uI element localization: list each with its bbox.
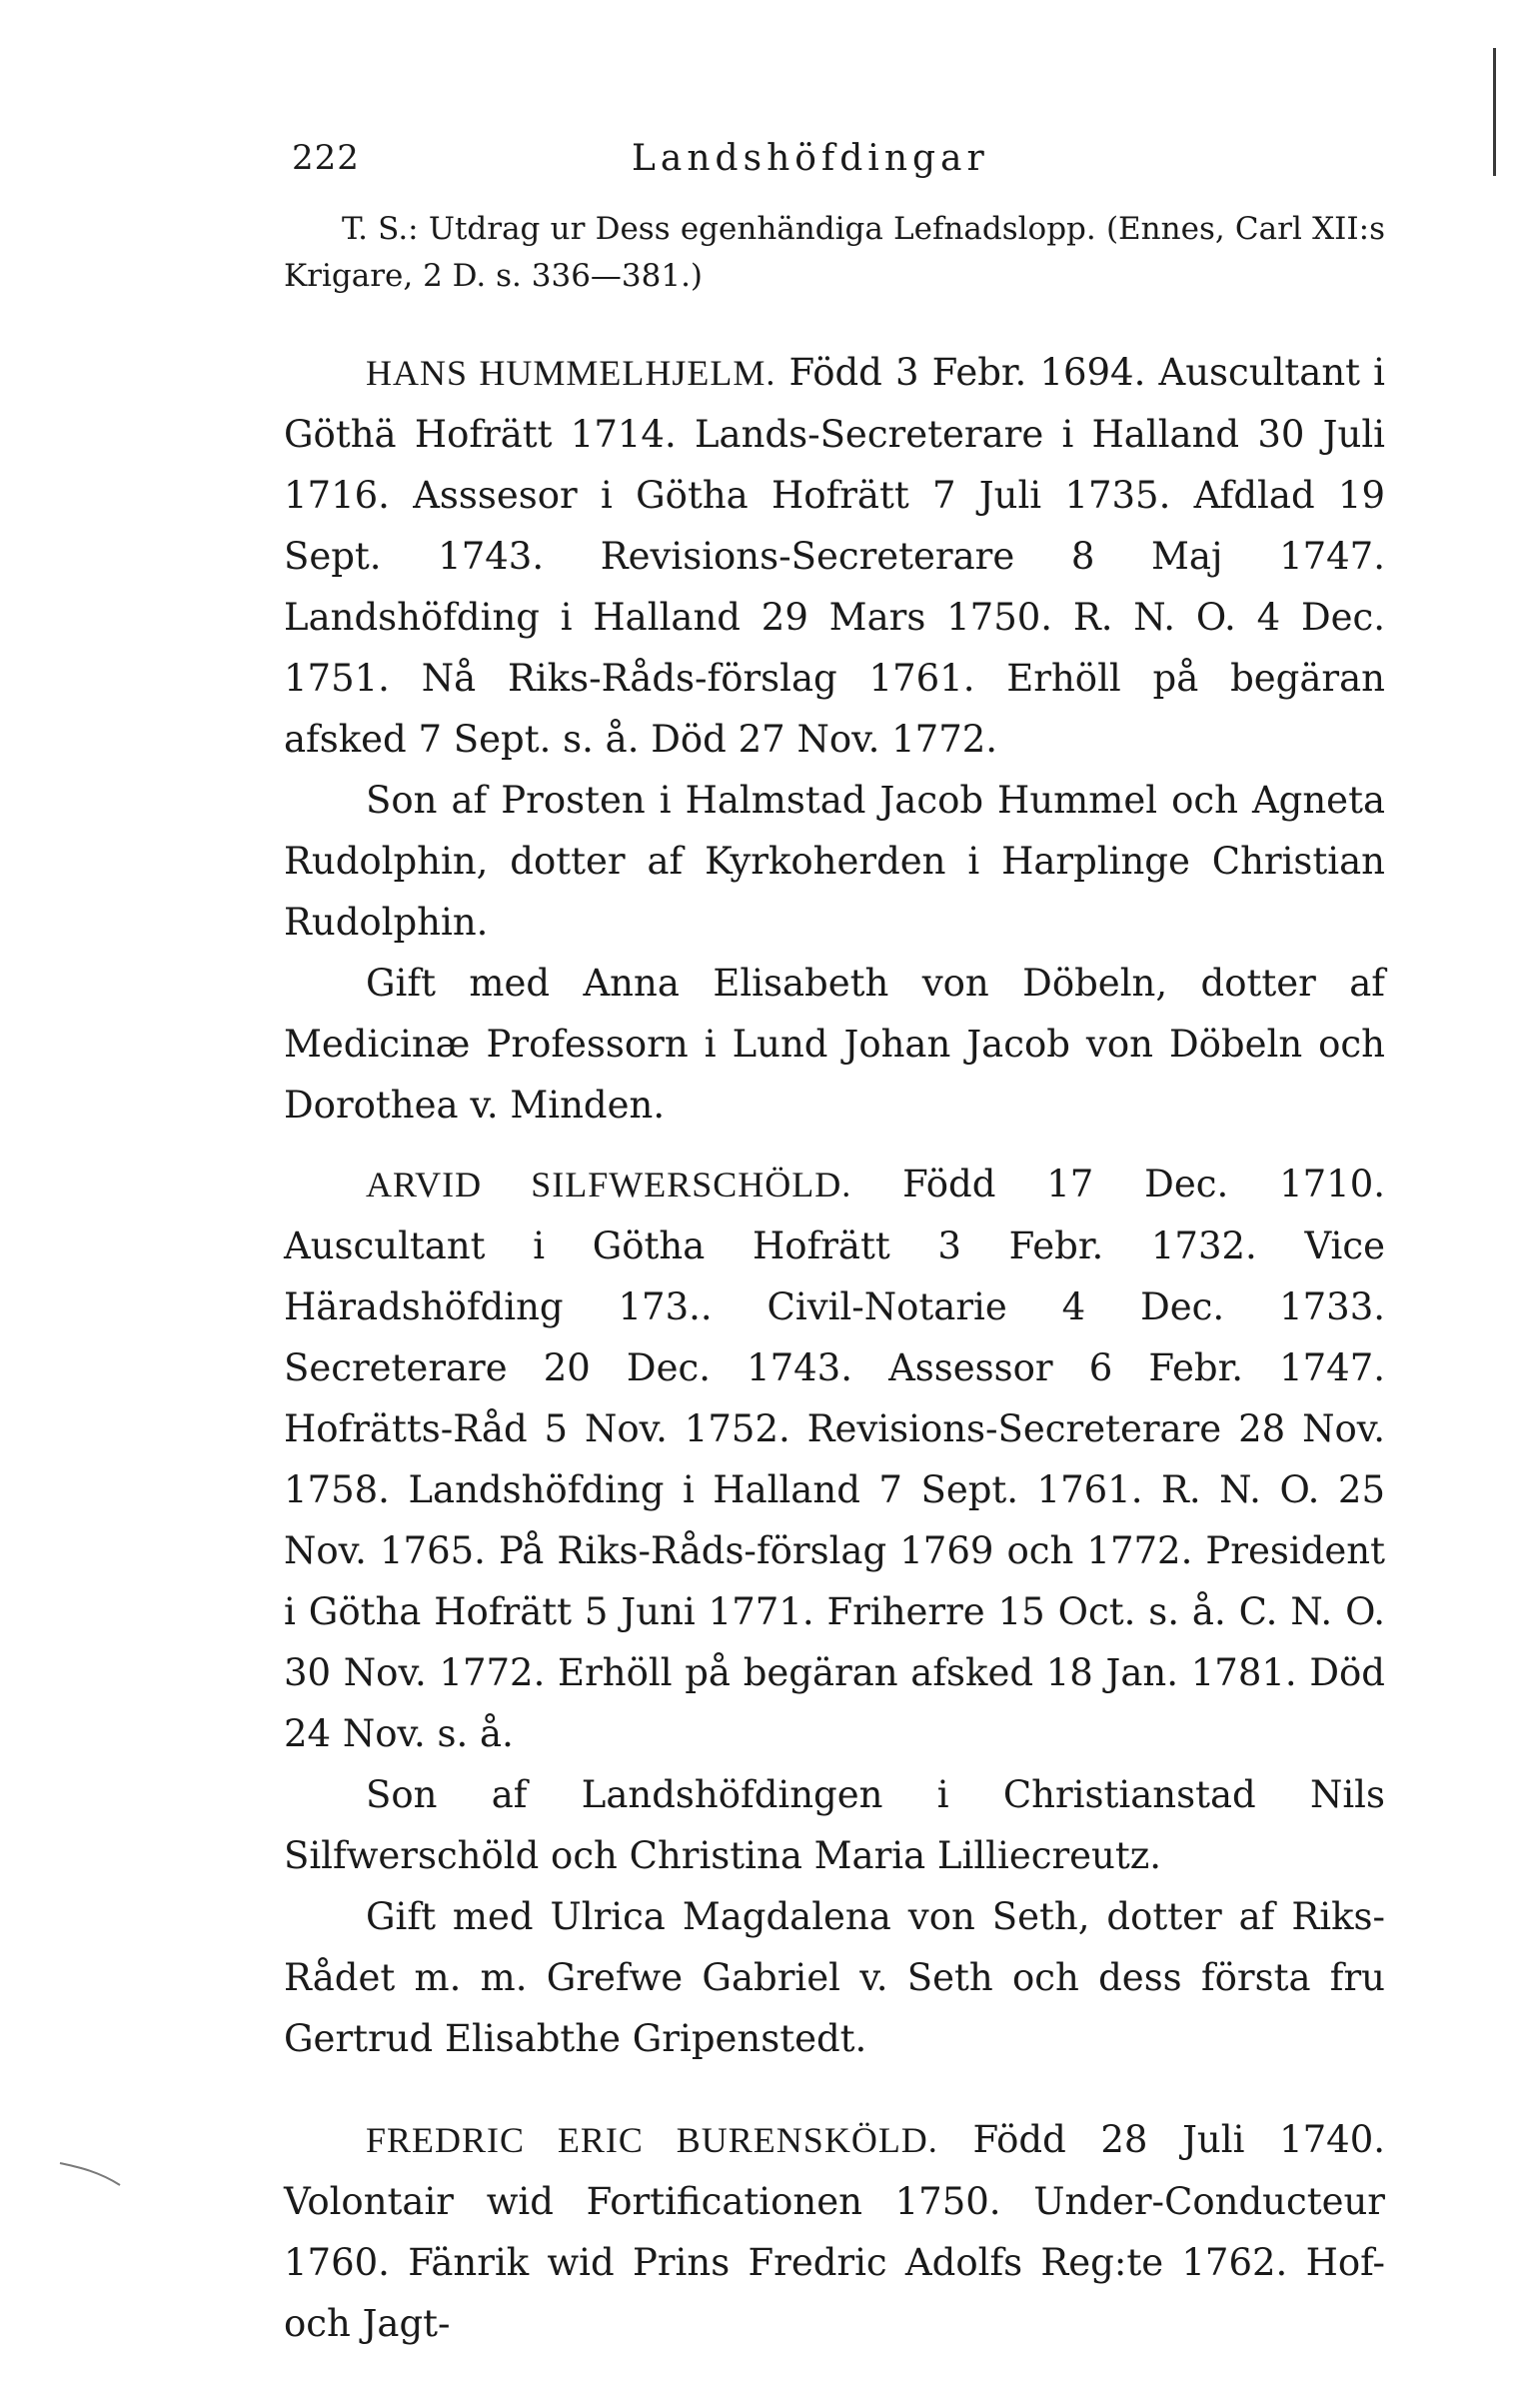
source-reference: T. S.: Utdrag ur Dess egenhändiga Lefnadslopp. (Ennes, Carl XII:s Krigare, 2 D. s. 336—381.) — [284, 211, 1385, 294]
entry-career — [284, 1154, 1385, 1764]
entry-career-text: Född 3 Febr. 1694. Auscultant i Göthä Hofrätt 1714. Lands-Secreterare i Halland 30 Juli 1716. Asssesor i Götha Hofrätt 7 Juli 1735. Afdlad 19 Sept. 1743. Revisions-Secreterare 8 Maj 1747. Landshöfding i Halland 29 Mars 1750. R. N. O. 4 Dec. 1751. Nå Riks-Råds-förslag 1761. Erhöll på begäran afsked 7 Sept. s. å. Död 27 Nov. 1772. — [284, 351, 1386, 761]
entry-career-text: Född 28 Juli 1740. Volontair wid Fortificationen 1750. Under-Conducteur 1760. Fänrik wid Prins Fredric Adolfs Reg:te 1762. Hof- och Jagt- — [284, 2118, 1385, 2345]
page-body — [284, 206, 1385, 2354]
stray-pen-mark — [58, 2159, 124, 2189]
entry-name: ARVID SILFWERSCHÖLD. — [366, 1165, 852, 1204]
entry-career — [284, 2109, 1385, 2354]
entry-parents: Son af Prosten i Halmstad Jacob Hummel och Agneta Rudolphin, dotter af Kyrkoherden i Harplinge Christian Rudolphin. — [284, 779, 1385, 944]
entry-spacer — [284, 1136, 1385, 1154]
entry-name: HANS HUMMELHJELM. — [366, 353, 776, 393]
entry-spacer — [284, 2069, 1385, 2109]
entry-name: FREDRIC ERIC BURENSKÖLD. — [366, 2120, 938, 2160]
margin-rule — [1493, 48, 1496, 176]
entry-parents: Son af Landshöfdingen i Christianstad Nils Silfwerschöld och Christina Maria Lilliecreutz. — [284, 1773, 1385, 1877]
entry-career — [284, 342, 1385, 770]
entry-married: Gift med Ulrica Magdalena von Seth, dotter af Riks-Rådet m. m. Grefwe Gabriel v. Seth och dess första fru Gertrud Elisabthe Gripenstedt. — [284, 1895, 1385, 2060]
page-number: 222 — [292, 138, 360, 178]
running-head: Landshöfdingar — [632, 138, 989, 179]
entry-career-text: Född 17 Dec. 1710. Auscultant i Götha Hofrätt 3 Febr. 1732. Vice Häradshöfding 173.. Civil-Notarie 4 Dec. 1733. Secreterare 20 Dec. 1743. Assessor 6 Febr. 1747. Hofrätts-Råd 5 Nov. 1752. Revisions-Secreterare 28 Nov. 1758. Landshöfding i Halland 7 Sept. 1761. R. N. O. 25 Nov. 1765. På Riks-Råds-förslag 1769 och 1772. President i Götha Hofrätt 5 Juni 1771. Friherre 15 Oct. s. å. C. N. O. 30 Nov. 1772. Erhöll på begäran afsked 18 Jan. 1781. Död 24 Nov. s. å. — [284, 1163, 1385, 1755]
page-header — [292, 138, 1391, 188]
entry-married: Gift med Anna Elisabeth von Döbeln, dotter af Medicinæ Professorn i Lund Johan Jacob von Döbeln och Dorothea v. Minden. — [284, 962, 1385, 1127]
